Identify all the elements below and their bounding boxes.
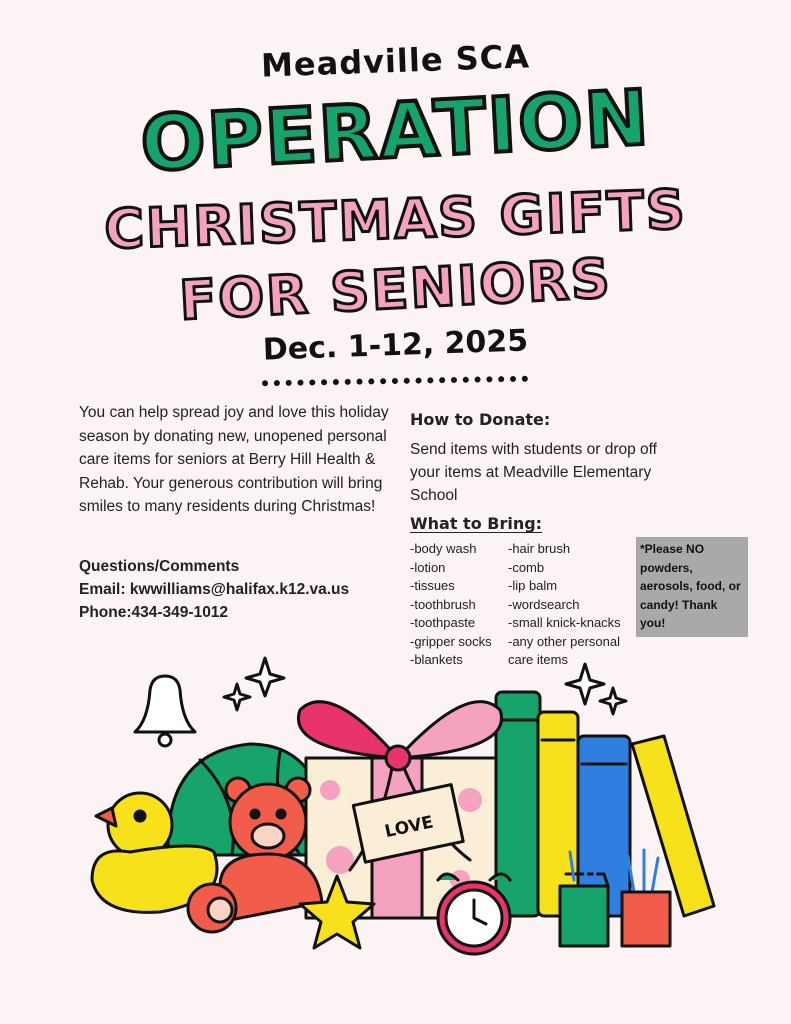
list-item: -toothpaste [410, 615, 476, 630]
contact-phone: Phone:434-349-1012 [79, 604, 229, 621]
list-item: -hair brush [508, 541, 571, 556]
list-item: -lotion [410, 559, 446, 575]
sparkle-icon [224, 684, 250, 710]
bell-icon [135, 676, 195, 746]
tag-label: LOVE [383, 812, 436, 843]
sparkle-icon [246, 658, 284, 696]
sparkle-icon [566, 664, 604, 704]
contact-heading: Questions/Comments [79, 558, 240, 575]
contact-block [79, 555, 389, 624]
how-to-donate-text: Send items with students or drop off your items at Meadville Elementary School [410, 441, 657, 504]
gifts-illustration [0, 640, 791, 1024]
org-name: Meadville SCA [260, 37, 531, 85]
book-icon [496, 692, 714, 916]
list-item: -body wash [410, 541, 477, 556]
contact-email: Email: kwwilliams@halifax.k12.va.us [79, 581, 350, 598]
list-item: -comb [508, 559, 545, 575]
restriction-note: *Please NO powders, aerosols, food, or candy! Thank you! [636, 537, 748, 637]
event-dates: Dec. 1-12, 2025 [262, 323, 529, 368]
page-title: OPERATION [138, 72, 653, 189]
sparkle-icon [600, 688, 626, 714]
list-item: -blankets [410, 652, 463, 667]
list-item: care items [508, 652, 568, 667]
list-item: -toothbrush [410, 596, 476, 612]
what-to-bring-heading: What to Bring: [410, 514, 543, 533]
list-item: -any other personal [508, 633, 621, 649]
list-item: -small knick-knacks [508, 615, 621, 630]
list-item: -gripper socks [410, 633, 492, 649]
intro-paragraph: You can help spread joy and love this holiday season by donating new, unopened personal care items for seniors at Berry Hill Health & Rehab. Your generous contribution will bring smiles to many residents during Christmas! [79, 404, 389, 515]
subtitle-line-1: CHRISTMAS GIFTS [103, 177, 688, 262]
list-item: -wordsearch [508, 596, 580, 612]
list-item: -lip balm [508, 578, 558, 593]
dotted-divider [262, 370, 528, 387]
how-to-donate-heading: How to Donate: [410, 410, 551, 429]
subtitle-line-2: FOR SENIORS [177, 246, 614, 333]
list-item: -tissues [410, 578, 455, 593]
